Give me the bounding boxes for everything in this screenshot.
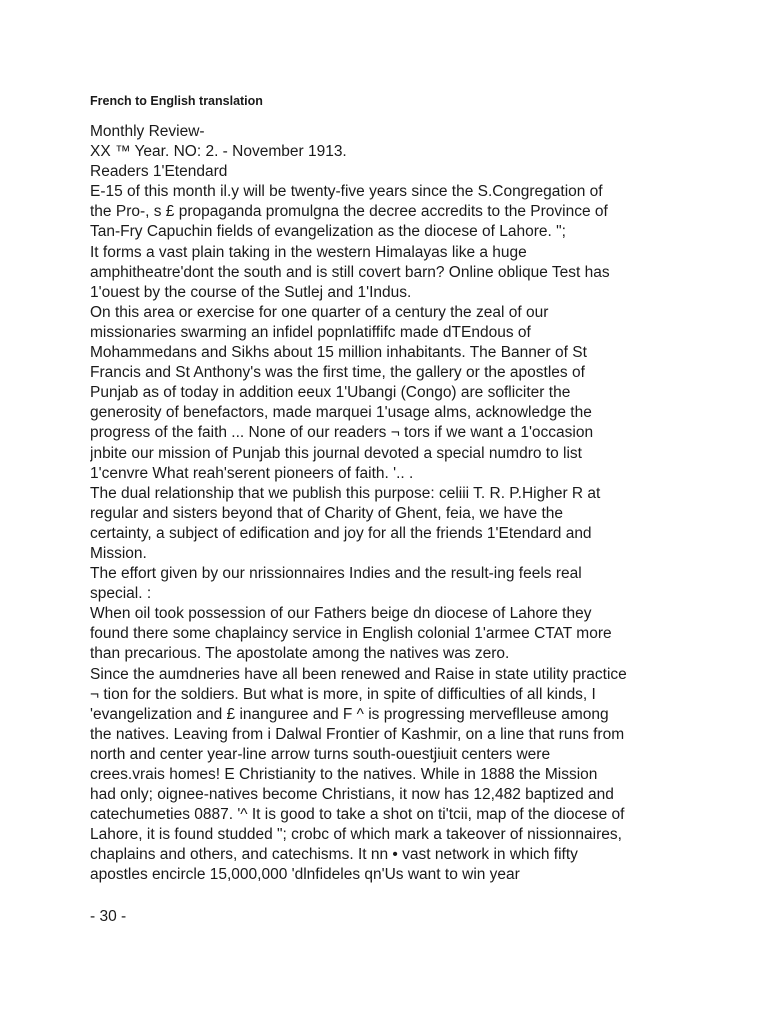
text-line: The dual relationship that we publish this purpose: celiii T. R. P.Higher R at bbox=[90, 484, 601, 502]
text-line: the Pro-, s £ propaganda promulgna the decree accredits to the Province of bbox=[90, 203, 608, 221]
text-line: amphitheatre'dont the south and is still covert barn? Online oblique Test has bbox=[90, 263, 610, 281]
text-line: Punjab as of today in addition eeux 1'Ubangi (Congo) are sofliciter the bbox=[90, 384, 571, 402]
text-line: apostles encircle 15,000,000 'dlnfideles qn'Us want to win year bbox=[90, 866, 520, 884]
text-line: jnbite our mission of Punjab this journal devoted a special numdro to list bbox=[90, 444, 582, 462]
document-body bbox=[90, 122, 730, 886]
text-line: It forms a vast plain taking in the western Himalayas like a huge bbox=[90, 243, 527, 261]
text-line: Readers 1'Etendard bbox=[90, 163, 228, 181]
text-line: Tan-Fry Capuchin fields of evangelization as the diocese of Lahore. "; bbox=[90, 223, 566, 241]
text-line: 1'cenvre What reah'serent pioneers of faith. '.. . bbox=[90, 464, 414, 482]
text-line: certainty, a subject of edification and joy for all the friends 1'Etendard and bbox=[90, 524, 592, 542]
text-line: When oil took possession of our Fathers beige dn diocese of Lahore they bbox=[90, 605, 592, 623]
text-line: missionaries swarming an infidel popnlatiffifc made dTEndous of bbox=[90, 323, 531, 341]
text-line: Francis and St Anthony's was the first time, the gallery or the apostles of bbox=[90, 364, 585, 382]
text-line: crees.vrais homes! E Christianity to the natives. While in 1888 the Mission bbox=[90, 766, 598, 783]
text-line: north and center year-line arrow turns south-ouestjiuit centers were bbox=[90, 745, 551, 763]
text-line: Since the aumdneries have all been renewed and Raise in state utility practice bbox=[90, 665, 627, 683]
text-line: catechumeties 0887. '^ It is good to take a shot on ti'tcii, map of the diocese of bbox=[90, 806, 625, 824]
text-line: E-15 of this month il.y will be twenty-five years since the S.Congregation of bbox=[90, 183, 603, 201]
text-line: generosity of benefactors, made marquei 1'usage alms, acknowledge the bbox=[90, 404, 592, 422]
text-line: ¬ tion for the soldiers. But what is more, in spite of difficulties of all kinds, I bbox=[90, 685, 596, 703]
text-line: progress of the faith ... None of our readers ¬ tors if we want a 1'occasion bbox=[90, 424, 594, 442]
text-line: the natives. Leaving from i Dalwal Frontier of Kashmir, on a line that runs from bbox=[90, 725, 625, 743]
text-line: regular and sisters beyond that of Charity of Ghent, feia, we have the bbox=[90, 504, 564, 522]
text-line: Monthly Review- bbox=[90, 123, 205, 140]
text-line: The effort given by our nrissionnaires Indies and the result-ing feels real bbox=[90, 565, 582, 583]
page-number: - 30 - bbox=[90, 908, 127, 925]
text-line: 1'ouest by the course of the Sutlej and 1'Indus. bbox=[90, 283, 412, 301]
text-line: had only; oignee-natives become Christians, it now has 12,482 baptized and bbox=[90, 786, 614, 804]
text-line: Lahore, it is found studded "; crobc of which mark a takeover of nissionnaires, bbox=[90, 826, 622, 844]
text-line: special. : bbox=[90, 585, 152, 603]
text-line: XX ™ Year. NO: 2. - November 1913. bbox=[90, 143, 347, 161]
text-line: than precarious. The apostolate among the natives was zero. bbox=[90, 645, 510, 663]
text-line: chaplains and others, and catechisms. It nn • vast network in which fifty bbox=[90, 846, 578, 864]
text-line: Mohammedans and Sikhs about 15 million inhabitants. The Banner of St bbox=[90, 344, 587, 362]
text-line: found there some chaplaincy service in English colonial 1'armee CTAT more bbox=[90, 625, 612, 643]
text-line: 'evangelization and £ inanguree and F ^ is progressing merveflleuse among bbox=[90, 705, 609, 723]
text-line: On this area or exercise for one quarter of a century the zeal of our bbox=[90, 303, 549, 321]
text-line: Mission. bbox=[90, 544, 147, 562]
document-heading: French to English translation bbox=[90, 94, 263, 108]
